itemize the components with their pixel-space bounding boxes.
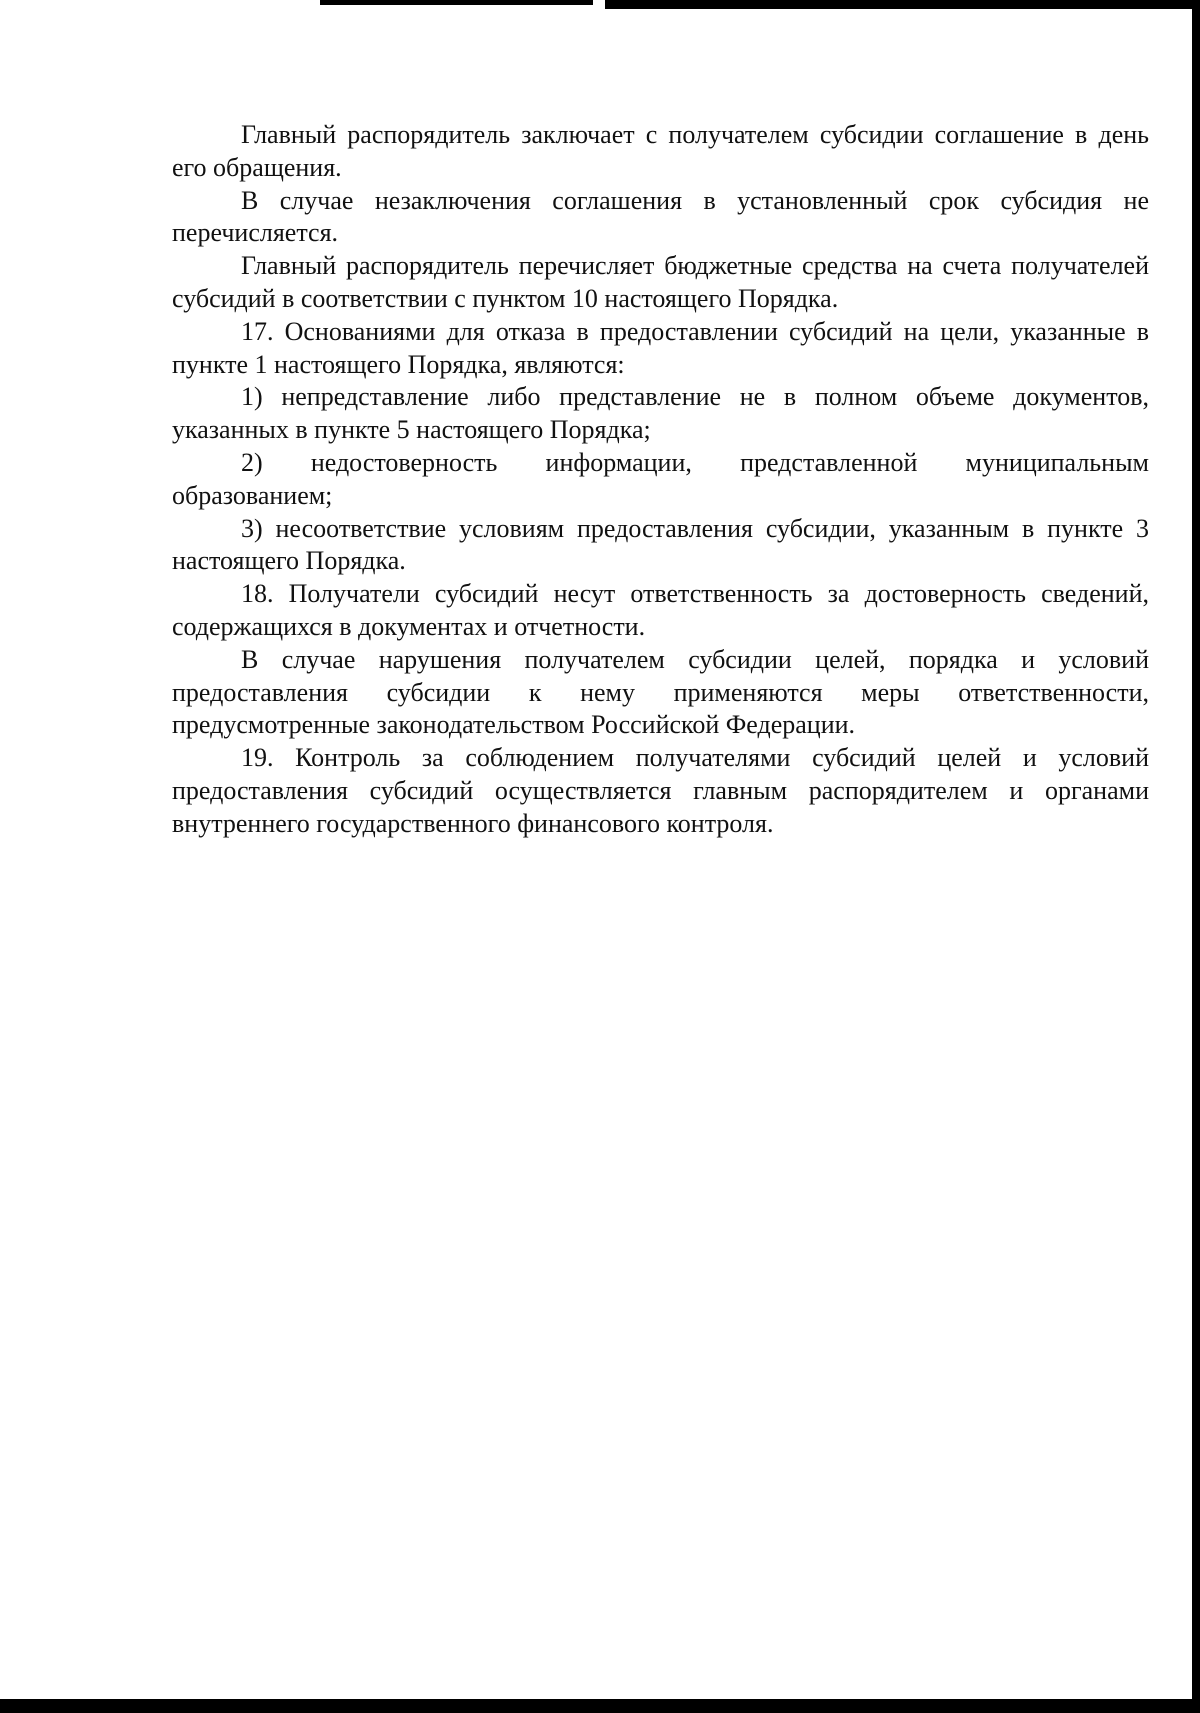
list-item-refusal-1: 1) непредставление либо представление не в полном объеме документов, указанных в пункте 5 настоящего Порядка;: [172, 382, 1149, 445]
paragraph-violation-measures: В случае нарушения получателем субсидии целей, порядка и условий предоставления субсидии к нему применяются меры ответственности, предусмотренные законодательством Российской Федерации.: [172, 644, 1149, 740]
scan-edge-top-left: [320, 0, 593, 5]
paragraph-control: 19. Контроль за соблюдением получателями субсидий целей и условий предоставления субсидий осуществляется главным распорядителем и органами внутреннего государственного финансового контроля.: [172, 743, 1149, 838]
paragraph-refusal-grounds: 17. Основаниями для отказа в предоставлении субсидий на цели, указанные в пункте 1 настоящего Порядка, являются:: [172, 316, 1149, 379]
scan-edge-top-right: [605, 0, 1200, 9]
scan-edge-right: [1192, 0, 1200, 1713]
paragraph-agreement-conclusion: Главный распорядитель заключает с получателем субсидии соглашение в день его обращения.: [172, 120, 1149, 182]
list-item-refusal-2: 2) недостоверность информации, представленной муниципальным образованием;: [172, 447, 1149, 510]
scan-edge-bottom: [0, 1699, 1200, 1713]
paragraph-no-agreement: В случае незаключения соглашения в установленный срок субсидия не перечисляется.: [172, 185, 1149, 248]
paragraph-responsibility: 18. Получатели субсидий несут ответственность за достоверность сведений, содержащихся в документах и отчетности.: [172, 579, 1149, 641]
paragraph-funds-transfer: Главный распорядитель перечисляет бюджетные средства на счета получателей субсидий в соответствии с пунктом 10 настоящего Порядка.: [172, 251, 1149, 313]
list-item-refusal-3: 3) несоответствие условиям предоставления субсидии, указанным в пункте 3 настоящего Порядка.: [172, 513, 1149, 576]
document-body: [172, 119, 1149, 841]
